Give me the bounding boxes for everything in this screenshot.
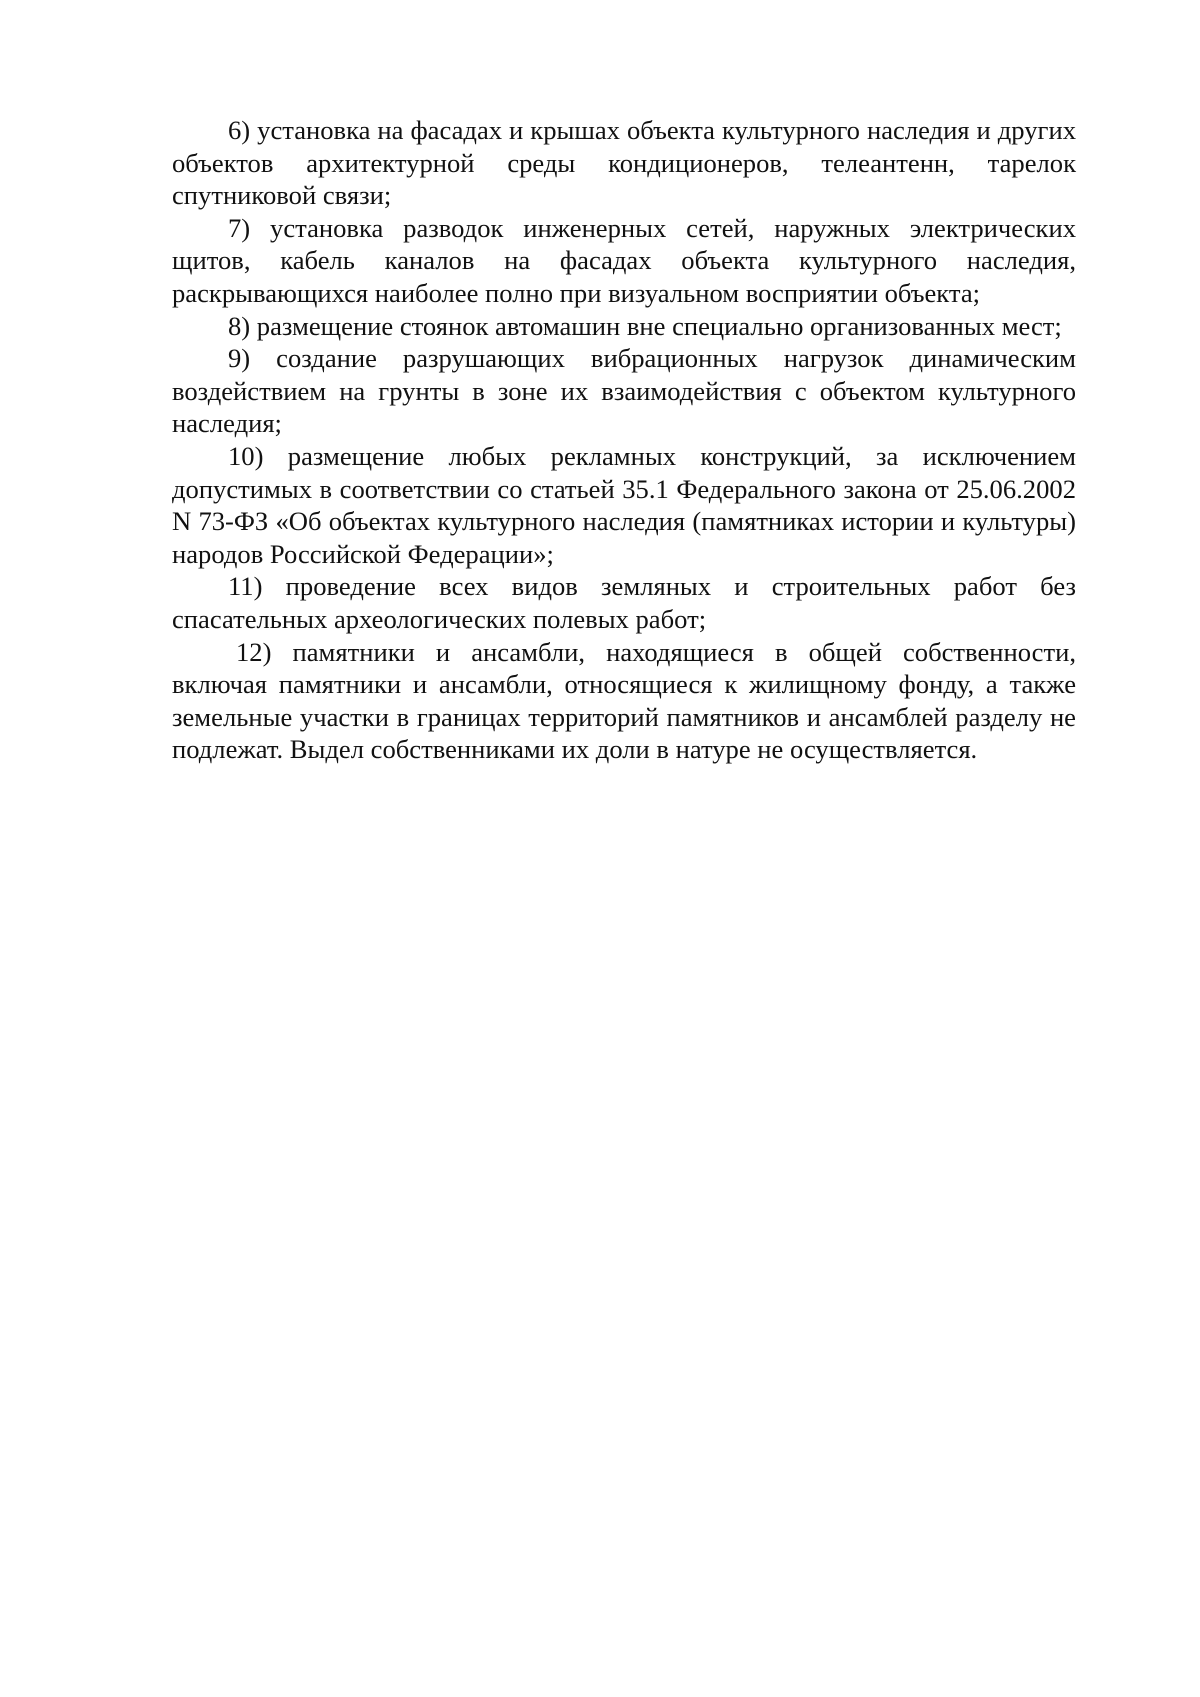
paragraph-item-9: 9) создание разрушающих вибрационных нагрузок динамическим воздействием на грунты в зоне их взаимодействия с объектом культурного наследия; — [172, 343, 1076, 439]
document-body — [172, 114, 1076, 766]
paragraph-item-7: 7) установка разводок инженерных сетей, наружных электрических щитов, кабель каналов на фасадах объекта культурного наследия, раскрывающихся наиболее полно при визуальном восприятии объекта; — [172, 212, 1076, 308]
paragraph-item-6: 6) установка на фасадах и крышах объекта культурного наследия и других объектов архитектурной среды кондиционеров, телеантенн, тарелок спутниковой связи; — [172, 115, 1076, 211]
paragraph-item-11: 11) проведение всех видов земляных и строительных работ без спасательных археологических полевых работ; — [172, 571, 1076, 634]
paragraph-item-10: 10) размещение любых рекламных конструкций, за исключением допустимых в соответствии со статьей 35.1 Федерального закона от 25.06.2002 N 73-ФЗ «Об объектах культурного наследия (памятниках истории и культуры) народов Российской Федерации»; — [172, 440, 1076, 569]
paragraph-item-12: 12) памятники и ансамбли, находящиеся в общей собственности, включая памятники и ансамбли, относящиеся к жилищному фонду, а также земельные участки в границах территорий памятников и ансамблей разделу не подлежат. Выдел собственниками их доли в натуре не осуществляется. — [172, 636, 1076, 765]
paragraph-item-8: 8) размещение стоянок автомашин вне специально организованных мест; — [228, 310, 1062, 341]
